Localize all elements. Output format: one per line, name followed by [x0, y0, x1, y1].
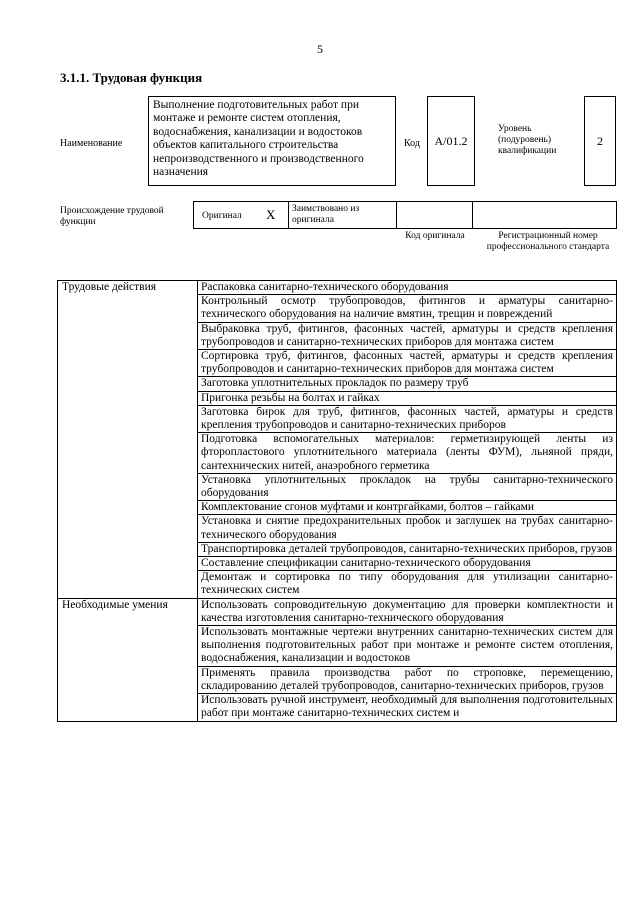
section-title-cell [58, 405, 198, 432]
list-item: Подготовка вспомогательных материалов: герметизирующей ленты из фторопластового уплотнительного материала (ленты ФУМ), льняной пряди, сантехнических нитей, анаэробного герметика [198, 433, 617, 474]
list-item: Установка уплотнительных прокладок на трубы санитарно-технического оборудования [198, 473, 617, 500]
list-item: Заготовка бирок для труб, фитингов, фасонных частей, арматуры и средств крепления трубопроводов и санитарно-технических приборов [198, 405, 617, 432]
level-label: Уровень (подуровень) квалификации [498, 124, 557, 156]
reg-number-label: Регистрационный номер профессионального стандарта [486, 231, 610, 252]
list-item: Составление спецификации санитарно-технического оборудования [198, 557, 617, 571]
table-row [58, 501, 617, 515]
table-row [58, 557, 617, 571]
section-title-cell [58, 571, 198, 598]
list-item: Установка и снятие предохранительных пробок и заглушек на трубах санитарно-технического оборудования [198, 515, 617, 542]
section-title-cell [58, 377, 198, 391]
origin-label: Происхождение трудовой функции [60, 206, 164, 227]
original-label: Оригинал [202, 211, 242, 221]
section-heading: 3.1.1. Трудовая функция [60, 70, 203, 85]
list-item: Транспортировка деталей трубопроводов, санитарно-технических приборов, грузов [198, 542, 617, 556]
origin-divider-2 [396, 201, 397, 229]
list-item: Использовать монтажные чертежи внутренних санитарно-технических систем для выполнения подготовительных работ при монтаже и ремонте систем отопления, водоснабжения, канализации и водостоков [198, 626, 617, 667]
table-row [58, 571, 617, 598]
borrowed-label: Заимствовано из оригинала [292, 204, 360, 225]
list-item: Контрольный осмотр трубопроводов, фитингов и арматуры санитарно-технического оборудования на наличие вмятин, трещин и повреждений [198, 295, 617, 322]
section-title-cell [58, 433, 198, 474]
level-value-box [584, 96, 616, 186]
table-row [58, 542, 617, 556]
origin-divider-3 [472, 201, 473, 229]
code-value-box [427, 96, 475, 186]
origin-row [193, 201, 617, 229]
section-title-cell [58, 626, 198, 667]
table-row [58, 598, 617, 625]
function-name-box [148, 96, 396, 186]
list-item: Сортировка труб, фитингов, фасонных частей, арматуры и средств крепления трубопроводов и санитарно-технических приборов для монтажа систем [198, 350, 617, 377]
table-row [58, 391, 617, 405]
code-value: A/01.2 [434, 133, 468, 148]
table-row [58, 295, 617, 322]
original-mark: X [266, 207, 276, 222]
table-row [58, 433, 617, 474]
labor-function-table [57, 280, 617, 722]
code-original-label: Код оригинала [405, 231, 465, 241]
section-title-cell: Трудовые действия [58, 281, 198, 295]
list-item: Распаковка санитарно-технического оборудования [198, 281, 617, 295]
section-title-cell [58, 542, 198, 556]
list-item: Использовать ручной инструмент, необходимый для выполнения подготовительных работ при монтаже санитарно-технических систем и [198, 694, 617, 721]
section-title-cell [58, 515, 198, 542]
level-value: 2 [597, 133, 603, 148]
section-title-cell [58, 350, 198, 377]
table-row [58, 626, 617, 667]
list-item: Заготовка уплотнительных прокладок по размеру труб [198, 377, 617, 391]
list-item: Комплектование сгонов муфтами и контргайками, болтов – гайками [198, 501, 617, 515]
list-item: Использовать сопроводительную документацию для проверки комплектности и качества изготовления санитарно-технического оборудования [198, 598, 617, 625]
function-name: Выполнение подготовительных работ при монтаже и ремонте систем отопления, водоснабжения, канализации и водостоков объектов капитального строительства непроизводственного и производственного назначения [153, 99, 364, 179]
table-row [58, 377, 617, 391]
section-title-cell [58, 666, 198, 693]
section-title-cell [58, 473, 198, 500]
table-row [58, 350, 617, 377]
section-title-cell [58, 694, 198, 721]
table-row [58, 322, 617, 349]
table-row [58, 281, 617, 295]
name-label: Наименование [60, 138, 123, 149]
section-title-cell [58, 501, 198, 515]
section-title-cell [58, 322, 198, 349]
table-row [58, 666, 617, 693]
list-item: Пригонка резьбы на болтах и гайках [198, 391, 617, 405]
page-number: 5 [317, 42, 323, 56]
section-title-cell: Необходимые умения [58, 598, 198, 625]
list-item: Выбраковка труб, фитингов, фасонных частей, арматуры и средств крепления трубопроводов и санитарно-технических приборов для монтажа систем [198, 322, 617, 349]
section-title-cell [58, 557, 198, 571]
section-title-cell [58, 295, 198, 322]
table-row [58, 694, 617, 721]
code-label: Код [404, 138, 420, 149]
table-row [58, 405, 617, 432]
origin-divider-1 [288, 201, 289, 229]
list-item: Применять правила производства работ по строповке, перемещению, складированию деталей трубопроводов, санитарно-технических приборов, грузов [198, 666, 617, 693]
section-title-cell [58, 391, 198, 405]
table-row [58, 473, 617, 500]
table-row [58, 515, 617, 542]
list-item: Демонтаж и сортировка по типу оборудования для утилизации санитарно-технических систем [198, 571, 617, 598]
